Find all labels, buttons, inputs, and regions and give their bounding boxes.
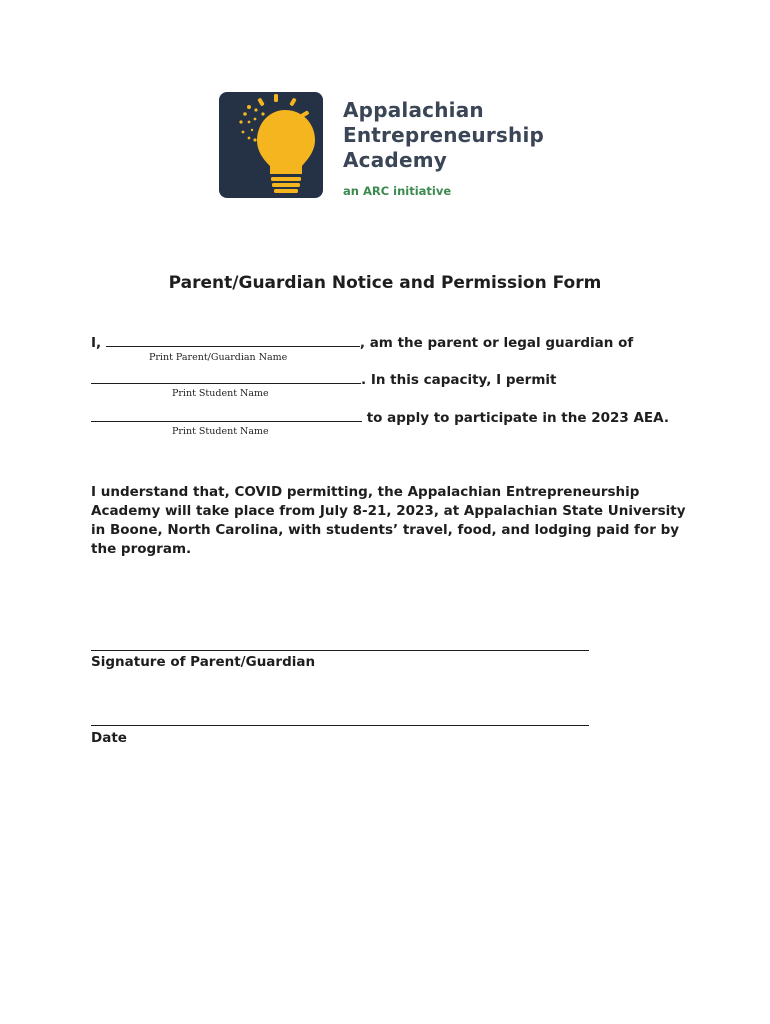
line2-suffix: . In this capacity, I permit xyxy=(361,372,557,388)
signature-field[interactable] xyxy=(91,650,589,651)
logo-title xyxy=(343,98,544,173)
line3-suffix: to apply to participate in the 2023 AEA. xyxy=(362,410,669,426)
line1-suffix: , am the parent or legal guardian of xyxy=(359,335,634,351)
date-field[interactable] xyxy=(91,725,589,726)
student-name-field-2[interactable] xyxy=(91,408,362,422)
lightbulb-icon xyxy=(219,92,323,198)
logo-title-line-3: Academy xyxy=(343,148,447,172)
form-title: Parent/Guardian Notice and Permission Form xyxy=(168,273,602,293)
student-name-caption-1: Print Student Name xyxy=(172,388,269,399)
parent-name-line xyxy=(91,333,633,352)
student-name-caption-2: Print Student Name xyxy=(172,426,269,437)
signature-label: Signature of Parent/Guardian xyxy=(91,654,316,670)
parent-name-caption: Print Parent/Guardian Name xyxy=(149,352,288,363)
parent-name-field[interactable] xyxy=(106,333,360,347)
student-name-line-1 xyxy=(91,370,557,389)
logo-title-line-1: Appalachian xyxy=(343,98,484,122)
logo-subtitle: an ARC initiative xyxy=(343,184,452,198)
program-description: I understand that, COVID permitting, the Appalachian Entrepreneurship Academy will take place from July 8-21, 2023, at Appalachian State University in Boone, North Carolina, with students’ travel, food, and lodging paid for by the program. xyxy=(91,484,686,557)
logo-title-line-2: Entrepreneurship xyxy=(343,123,545,147)
date-label: Date xyxy=(91,730,127,746)
student-name-field-1[interactable] xyxy=(91,370,361,384)
line1-prefix: I, xyxy=(91,335,102,351)
academy-logo xyxy=(219,92,559,202)
student-name-line-2 xyxy=(91,408,669,427)
